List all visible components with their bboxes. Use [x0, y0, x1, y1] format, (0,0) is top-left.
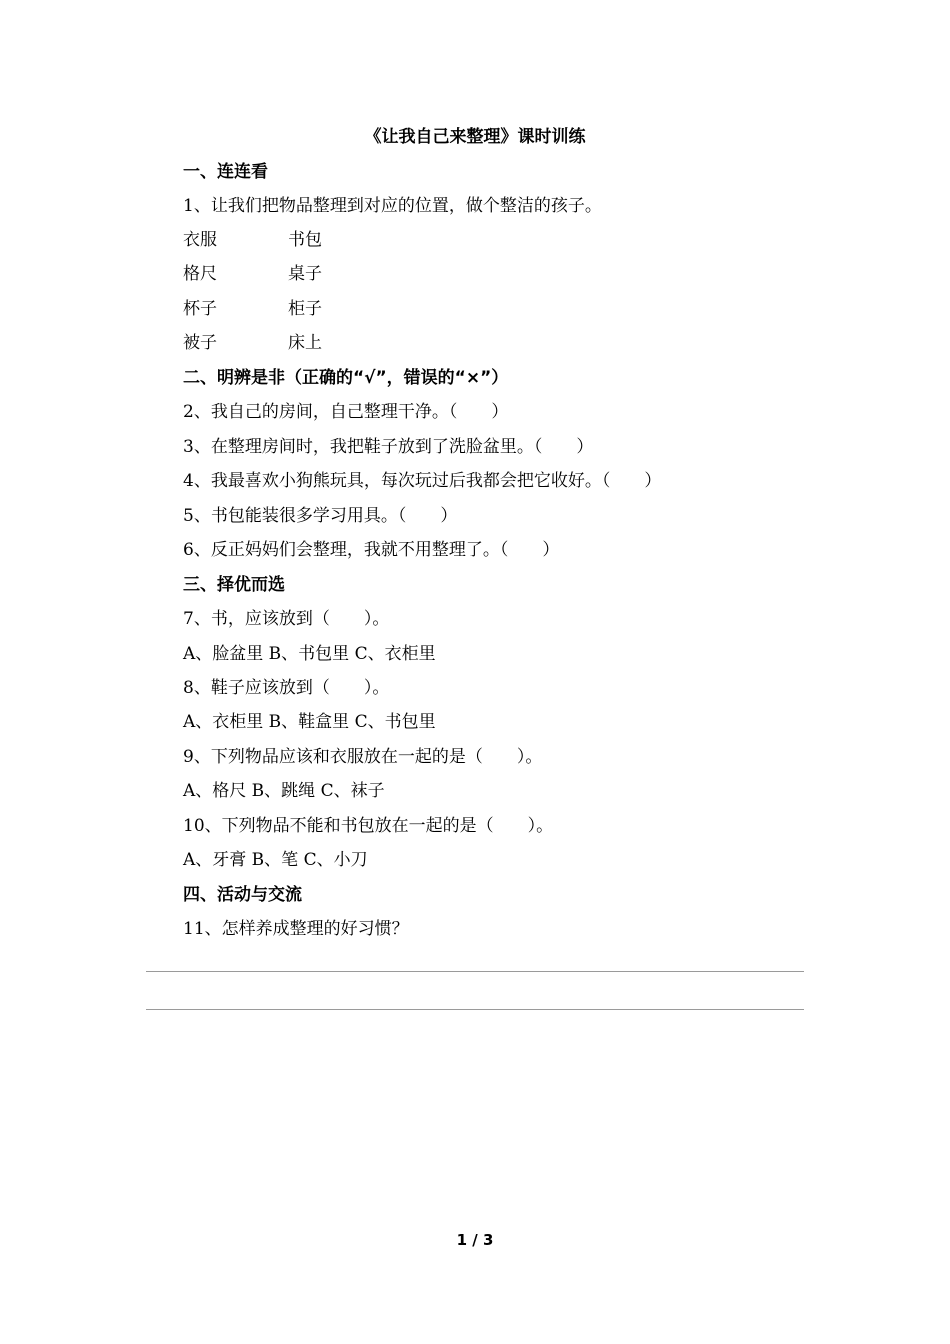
question-3: 3、在整理房间时，我把鞋子放到了洗脸盆里。（ ）	[183, 437, 594, 457]
pair-right-2: 桌子	[288, 264, 322, 284]
answer-line-1	[146, 971, 804, 972]
page-number: 1 / 3	[456, 1231, 494, 1249]
question-8-options: A、衣柜里 B、鞋盒里 C、书包里	[183, 712, 436, 732]
question-11: 11、怎样养成整理的好习惯？	[183, 919, 409, 939]
answer-line-2	[146, 1009, 804, 1010]
pair-left-1: 衣服	[183, 230, 217, 250]
question-7-options: A、脸盆里 B、书包里 C、衣柜里	[183, 644, 436, 664]
document-title: 《让我自己来整理》课时训练	[364, 127, 586, 147]
pair-left-3: 杯子	[183, 299, 217, 319]
pair-right-4: 床上	[288, 333, 322, 353]
question-1: 1、让我们把物品整理到对应的位置，做个整洁的孩子。	[183, 196, 602, 216]
question-10-options: A、牙膏 B、笔 C、小刀	[183, 850, 368, 870]
question-5: 5、书包能装很多学习用具。（ ）	[183, 506, 458, 526]
pair-right-1: 书包	[288, 230, 322, 250]
question-6: 6、反正妈妈们会整理，我就不用整理了。（ ）	[183, 540, 560, 560]
question-9-options: A、格尺 B、跳绳 C、袜子	[183, 781, 385, 801]
section-heading-3: 三、择优而选	[183, 575, 285, 595]
question-7: 7、书，应该放到（ ）。	[183, 609, 390, 629]
pair-right-3: 柜子	[288, 299, 322, 319]
pair-left-4: 被子	[183, 333, 217, 353]
pair-left-2: 格尺	[183, 264, 217, 284]
question-2: 2、我自己的房间，自己整理干净。（ ）	[183, 402, 509, 422]
section-heading-4: 四、活动与交流	[183, 885, 302, 905]
question-10: 10、下列物品不能和书包放在一起的是（ ）。	[183, 816, 554, 836]
section-heading-1: 一、连连看	[183, 162, 268, 182]
question-8: 8、鞋子应该放到（ ）。	[183, 678, 390, 698]
question-9: 9、下列物品应该和衣服放在一起的是（ ）。	[183, 747, 543, 767]
section-heading-2: 二、明辨是非（正确的“√”，错误的“×”）	[183, 368, 509, 388]
question-4: 4、我最喜欢小狗熊玩具，每次玩过后我都会把它收好。（ ）	[183, 471, 662, 491]
